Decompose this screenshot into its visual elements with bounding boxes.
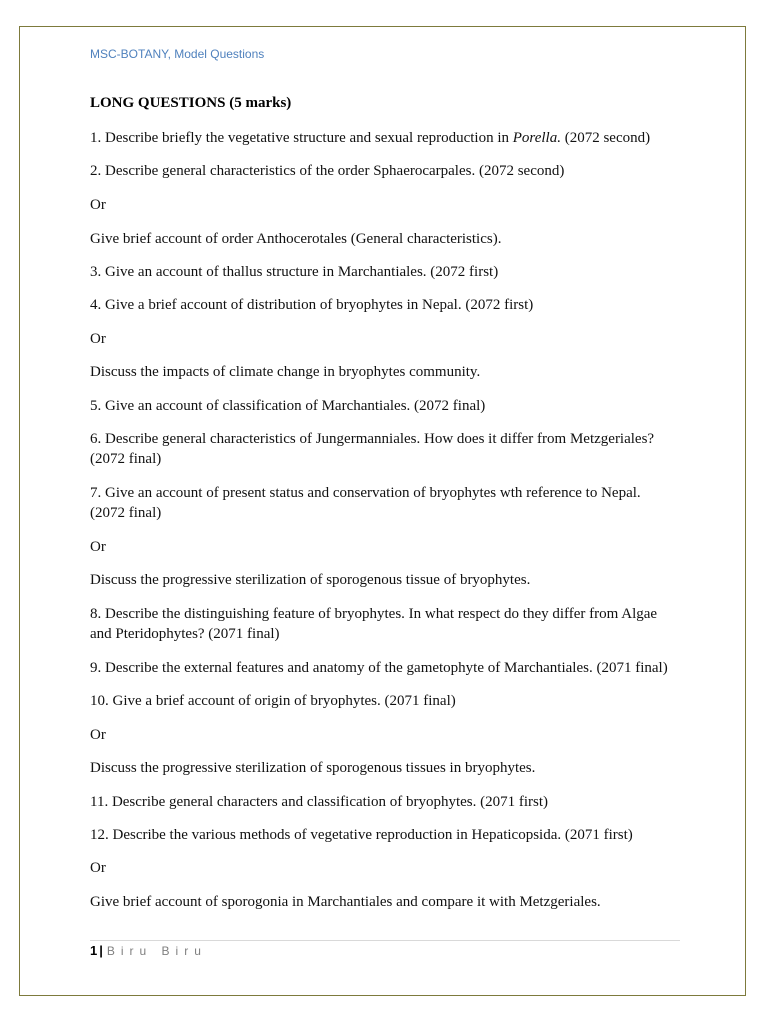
question-2-alternative: Give brief account of order Anthocerotales (General characteristics). bbox=[90, 231, 502, 247]
or-separator: Or bbox=[90, 197, 106, 213]
question-10-alternative: Discuss the progressive sterilization of sporogenous tissues in bryophytes. bbox=[90, 760, 536, 776]
question-12-alternative: Give brief account of sporogonia in Marchantiales and compare it with Metzgeriales. bbox=[90, 894, 601, 910]
question-12: 12. Describe the various methods of vegetative reproduction in Hepaticopsida. (2071 first) bbox=[90, 827, 633, 843]
question-4: 4. Give a brief account of distribution of bryophytes in Nepal. (2072 first) bbox=[90, 297, 534, 313]
question-5: 5. Give an account of classification of Marchantiales. (2072 final) bbox=[90, 398, 486, 414]
question-6: 6. Describe general characteristics of Jungermanniales. How does it differ from Metzgeriales? (2072 final) bbox=[90, 431, 655, 467]
page-number: 1 bbox=[90, 943, 98, 958]
page-footer bbox=[90, 943, 207, 958]
or-separator: Or bbox=[90, 539, 106, 555]
question-9: 9. Describe the external features and anatomy of the gametophyte of Marchantiales. (2071 final) bbox=[90, 660, 668, 676]
or-separator: Or bbox=[90, 860, 106, 876]
question-8: 8. Describe the distinguishing feature of bryophytes. In what respect do they differ from Algae and Pteridophytes? (2071 final) bbox=[90, 606, 658, 642]
footer-author: Biru Biru bbox=[106, 944, 207, 958]
question-10: 10. Give a brief account of origin of bryophytes. (2071 final) bbox=[90, 693, 456, 709]
page-header: MSC-BOTANY, Model Questions bbox=[90, 47, 265, 61]
question-1: 1. Describe briefly the vegetative structure and sexual reproduction in Porella. (2072 second) bbox=[90, 130, 651, 146]
question-11: 11. Describe general characters and classification of bryophytes. (2071 first) bbox=[90, 794, 549, 810]
question-2: 2. Describe general characteristics of the order Sphaerocarpales. (2072 second) bbox=[90, 163, 565, 179]
question-3: 3. Give an account of thallus structure in Marchantiales. (2072 first) bbox=[90, 264, 499, 280]
footer-separator: | bbox=[99, 943, 103, 958]
question-7-alternative: Discuss the progressive sterilization of sporogenous tissue of bryophytes. bbox=[90, 572, 531, 588]
or-separator: Or bbox=[90, 331, 106, 347]
footer-divider bbox=[90, 940, 680, 941]
question-4-alternative: Discuss the impacts of climate change in bryophytes community. bbox=[90, 364, 481, 380]
section-title: LONG QUESTIONS (5 marks) bbox=[90, 95, 292, 111]
or-separator: Or bbox=[90, 727, 106, 743]
question-7: 7. Give an account of present status and conservation of bryophytes wth reference to Nepal. (2072 final) bbox=[90, 485, 641, 521]
